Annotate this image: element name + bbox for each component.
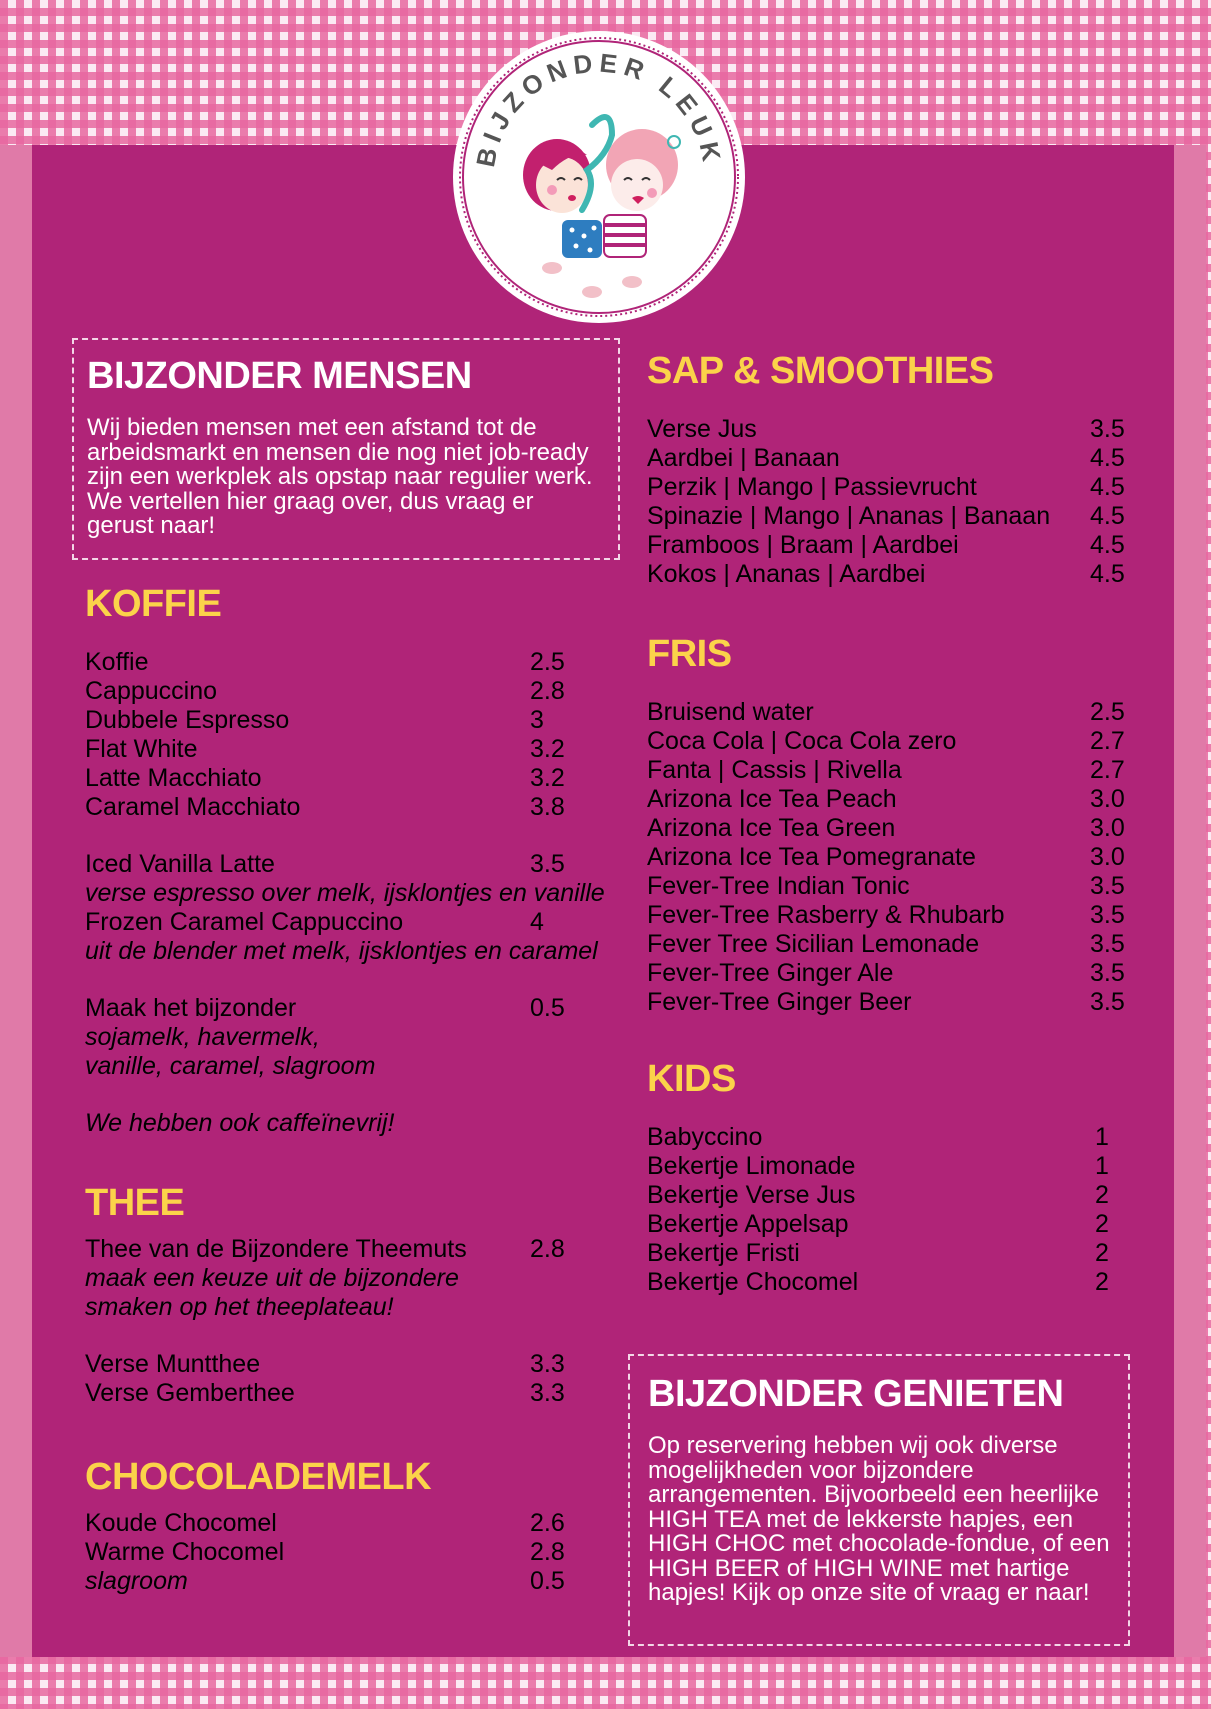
menu-item: Cappuccino 2.8: [85, 677, 565, 705]
kids-title: KIDS: [647, 1058, 736, 1100]
menu-item: Arizona Ice Tea Pomegranate 3.0: [647, 843, 1125, 871]
menu-item: slagroom 0.5: [85, 1567, 565, 1595]
side-band-right: [1174, 145, 1206, 1657]
menu-item: Latte Macchiato 3.2: [85, 764, 565, 792]
bijzonder-genieten-text: Op reservering hebben wij ook diverse mogelijkheden voor bijzondere arrangementen. Bijvoorbeeld een heerlijke HIGH TEA met de lekkerste hapjes, een HIGH CHOC met chocolade-fondue, of een HIGH BEER of HIGH WINE met hartige hapjes! Kijk op onze site of vraag er naar!: [648, 1432, 1110, 1606]
menu-item-note: maak een keuze uit de bijzondere: [85, 1264, 459, 1292]
menu-item: Fever-Tree Ginger Beer 3.5: [647, 988, 1125, 1016]
menu-item: Fever-Tree Rasberry & Rhubarb 3.5: [647, 901, 1125, 929]
bijzonder-genieten-title: BIJZONDER GENIETEN: [648, 1373, 1064, 1415]
menu-item: Framboos | Braam | Aardbei 4.5: [647, 531, 1125, 559]
menu-item: Fever-Tree Indian Tonic 3.5: [647, 872, 1125, 900]
menu-item: Bekertje Appelsap 2: [647, 1210, 1109, 1238]
menu-item-note: smaken op het theeplateau!: [85, 1293, 394, 1321]
thee-title: THEE: [85, 1182, 185, 1224]
fris-section: [647, 632, 1127, 1017]
menu-item: Aardbei | Banaan 4.5: [647, 444, 1125, 472]
menu-item: Fever-Tree Ginger Ale 3.5: [647, 959, 1125, 987]
thee-section: [85, 1181, 625, 1408]
menu-item: Babyccino 1: [647, 1123, 1109, 1151]
menu-item: Fanta | Cassis | Rivella 2.7: [647, 756, 1125, 784]
logo-text: BIJZONDER LEUK: [470, 47, 728, 170]
bijzonder-mensen-box: [72, 338, 620, 560]
menu-item: Flat White 3.2: [85, 735, 565, 763]
menu-item: Bekertje Verse Jus 2: [647, 1181, 1109, 1209]
koffie-section: [85, 582, 625, 1138]
menu-item: Caramel Macchiato 3.8: [85, 793, 565, 821]
bijzonder-genieten-box: [628, 1354, 1130, 1646]
menu-item: Dubbele Espresso 3: [85, 706, 544, 734]
menu-item: Arizona Ice Tea Green 3.0: [647, 814, 1125, 842]
sap-section: [647, 349, 1127, 589]
menu-item: Verse Jus 3.5: [647, 415, 1125, 443]
menu-item: Bekertje Chocomel 2: [647, 1268, 1109, 1296]
menu-item: Arizona Ice Tea Peach 3.0: [647, 785, 1125, 813]
menu-item: Thee van de Bijzondere Theemuts 2.8: [85, 1235, 565, 1263]
bijzonder-mensen-text: Wij bieden mensen met een afstand tot de arbeidsmarkt en mensen die nog niet job-ready zijn een werkplek als opstap naar regulier werk. We vertellen hier graag over, dus vraag er gerust naar!: [87, 414, 593, 539]
menu-item: Verse Muntthee 3.3: [85, 1350, 565, 1378]
menu-item: Coca Cola | Coca Cola zero 2.7: [647, 727, 1125, 755]
chocolademelk-section: [85, 1455, 625, 1596]
menu-item-note: uit de blender met melk, ijsklontjes en caramel: [85, 937, 598, 965]
fris-title: FRIS: [647, 633, 732, 675]
bijzonder-mensen-title: BIJZONDER MENSEN: [87, 355, 472, 397]
menu-item: Koffie 2.5: [85, 648, 565, 676]
menu-item-note: sojamelk, havermelk,: [85, 1023, 320, 1051]
menu-item: Bekertje Fristi 2: [647, 1239, 1109, 1267]
menu-item: Fever Tree Sicilian Lemonade 3.5: [647, 930, 1125, 958]
side-band-left: [0, 145, 32, 1657]
decaf-note: We hebben ook caffeïnevrij!: [85, 1109, 395, 1137]
menu-item: Bekertje Limonade 1: [647, 1152, 1109, 1180]
sap-title: SAP & SMOOTHIES: [647, 350, 994, 392]
menu-item: Spinazie | Mango | Ananas | Banaan 4.5: [647, 502, 1125, 530]
menu-item-note: verse espresso over melk, ijsklontjes en vanille: [85, 879, 605, 907]
menu-item: Warme Chocomel 2.8: [85, 1538, 565, 1566]
menu-item-note: vanille, caramel, slagroom: [85, 1052, 376, 1080]
menu-item: Bruisend water 2.5: [647, 698, 1125, 726]
menu-item: Kokos | Ananas | Aardbei 4.5: [647, 560, 1125, 588]
menu-item: Koude Chocomel 2.6: [85, 1509, 565, 1537]
koffie-title: KOFFIE: [85, 583, 222, 625]
menu-item: Verse Gemberthee 3.3: [85, 1379, 565, 1407]
menu-item-iced: Iced Vanilla Latte 3.5: [85, 850, 565, 878]
chocolademelk-title: CHOCOLADEMELK: [85, 1456, 432, 1498]
logo-emblem-icon: [452, 30, 746, 324]
menu-item-extra: Maak het bijzonder 0.5: [85, 994, 565, 1022]
menu-item: Perzik | Mango | Passievrucht 4.5: [647, 473, 1125, 501]
menu-item-frozen: Frozen Caramel Cappuccino 4: [85, 908, 544, 936]
kids-section: [647, 1057, 1127, 1297]
